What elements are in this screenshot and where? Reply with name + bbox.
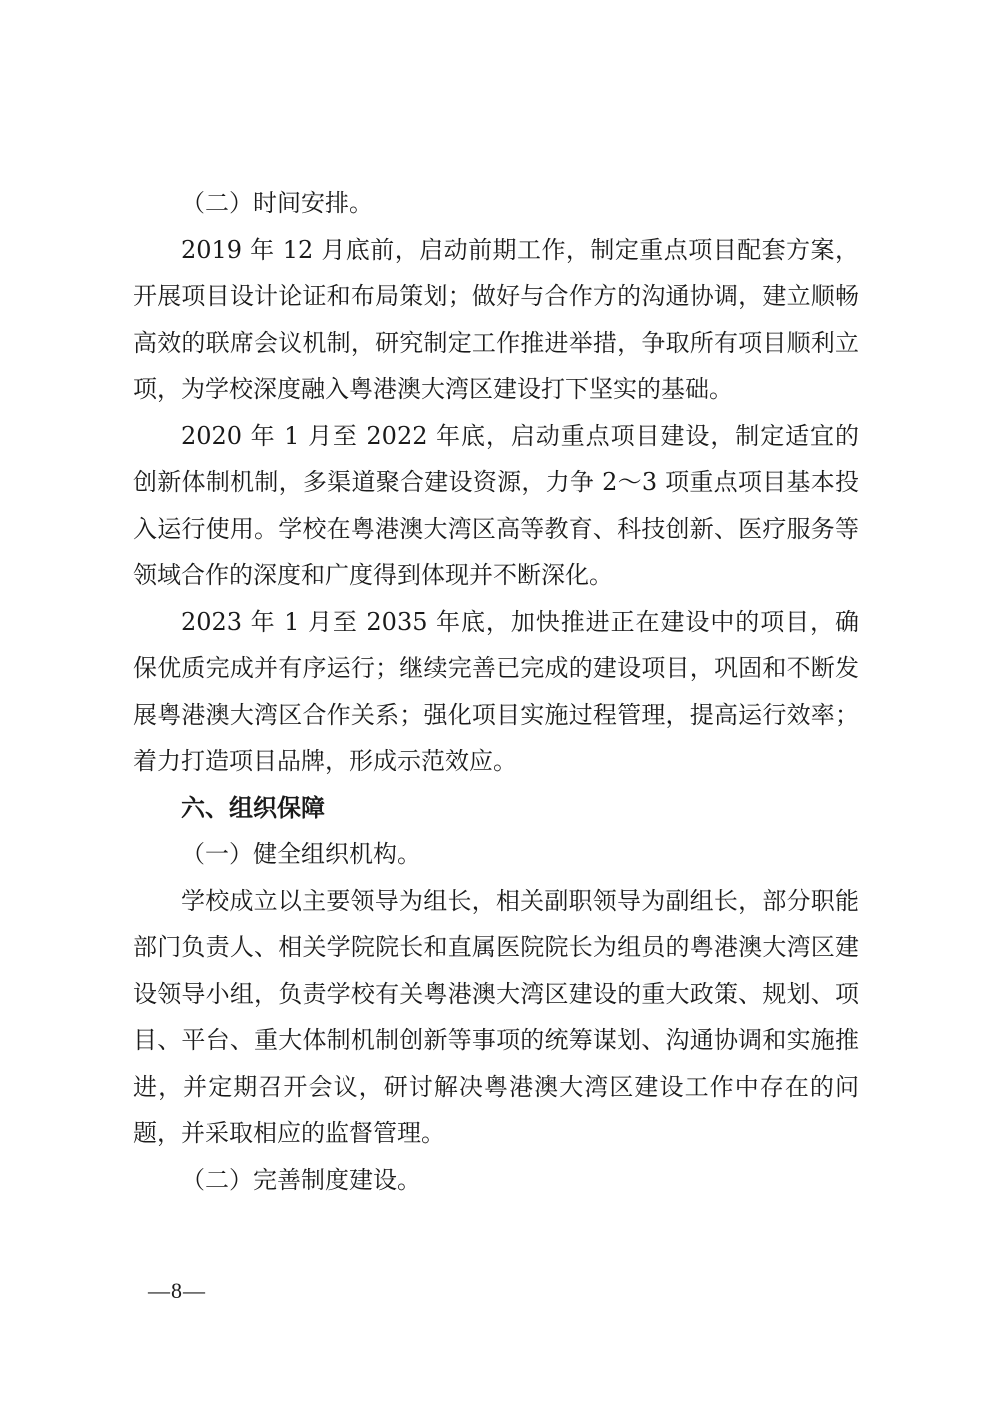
section-subheading-schedule: （二）时间安排。 — [181, 189, 373, 217]
document-body — [133, 180, 859, 1203]
paragraph-2020: 2020 年 1 月至 2022 年底，启动重点项目建设，制定适宜的创新体制机制，多渠道聚合建设资源，力争 2～3 项重点项目基本投入运行使用。学校在粤港澳大湾区高等教育、科技创新、医疗服务等领域合作的深度和广度得到体现并不断深化。 — [133, 421, 859, 589]
paragraph-2023: 2023 年 1 月至 2035 年底，加快推进正在建设中的项目，确保优质完成并有序运行；继续完善已完成的建设项目，巩固和不断发展粤港澳大湾区合作关系；强化项目实施过程管理，提高运行效率；着力打造项目品牌，形成示范效应。 — [133, 607, 859, 775]
section-heading-organization: 六、组织保障 — [181, 793, 325, 822]
section-subheading-system: （二）完善制度建设。 — [181, 1165, 421, 1194]
paragraph-leadership-group: 学校成立以主要领导为组长，相关副职领导为副组长，部分职能部门负责人、相关学院院长和直属医院院长为组员的粤港澳大湾区建设领导小组，负责学校有关粤港澳大湾区建设的重大政策、规划、项目、平台、重大体制机制创新等事项的统筹谋划、沟通协调和实施推进，并定期召开会议，研讨解决粤港澳大湾区建设工作中存在的问题，并采取相应的监督管理。 — [133, 886, 859, 1147]
page-number: —8— — [148, 1278, 206, 1303]
paragraph-2019: 2019 年 12 月底前，启动前期工作，制定重点项目配套方案，开展项目设计论证和布局策划；做好与合作方的沟通协调，建立顺畅高效的联席会议机制，研究制定工作推进举措，争取所有项目顺利立项，为学校深度融入粤港澳大湾区建设打下坚实的基础。 — [133, 235, 859, 403]
section-subheading-organization: （一）健全组织机构。 — [181, 840, 421, 868]
